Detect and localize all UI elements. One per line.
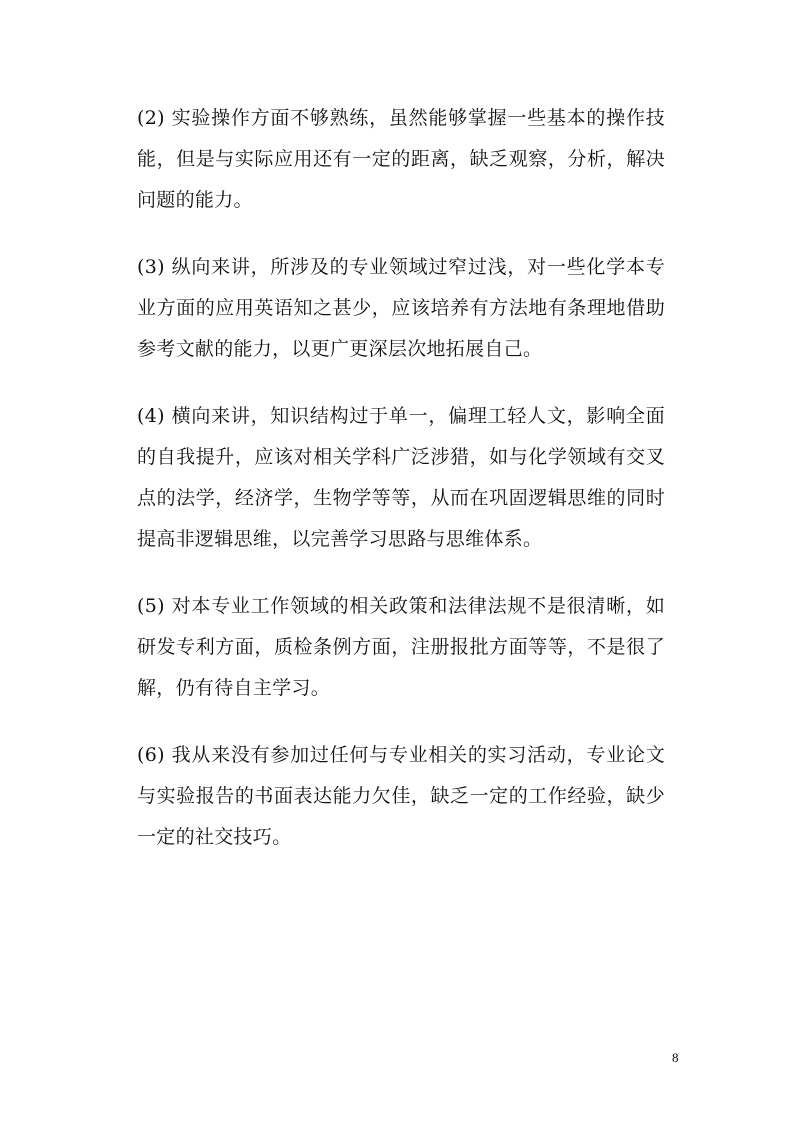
paragraph-4: (4) 横向来讲，知识结构过于单一，偏理工轻人文，影响全面的自我提升，应该对相关学科广泛涉猎，如与化学领域有交叉点的法学，经济学，生物学等等，从而在巩固逻辑思维的同时提高非逻辑思维，以完善学习思路与思维体系。 <box>137 405 665 550</box>
paragraph-6: (6) 我从来没有参加过任何与专业相关的实习活动，专业论文与实验报告的书面表达能力欠佳，缺乏一定的工作经验，缺少一定的社交技巧。 <box>137 744 665 848</box>
paragraph-5: (5) 对本专业工作领域的相关政策和法律法规不是很清晰，如研发专利方面，质检条例方面，注册报批方面等等，不是很了解，仍有待自主学习。 <box>137 595 665 699</box>
paragraph-3: (3) 纵向来讲，所涉及的专业领域过窄过浅，对一些化学本专业方面的应用英语知之甚少，应该培养有方法地有条理地借助参考文献的能力，以更广更深层次地拓展自己。 <box>137 256 665 360</box>
page-number: 8 <box>672 1050 679 1065</box>
paragraph-2: (2) 实验操作方面不够熟练，虽然能够掌握一些基本的操作技能，但是与实际应用还有一定的距离，缺乏观察，分析，解决问题的能力。 <box>137 107 665 211</box>
document-body <box>137 98 665 884</box>
